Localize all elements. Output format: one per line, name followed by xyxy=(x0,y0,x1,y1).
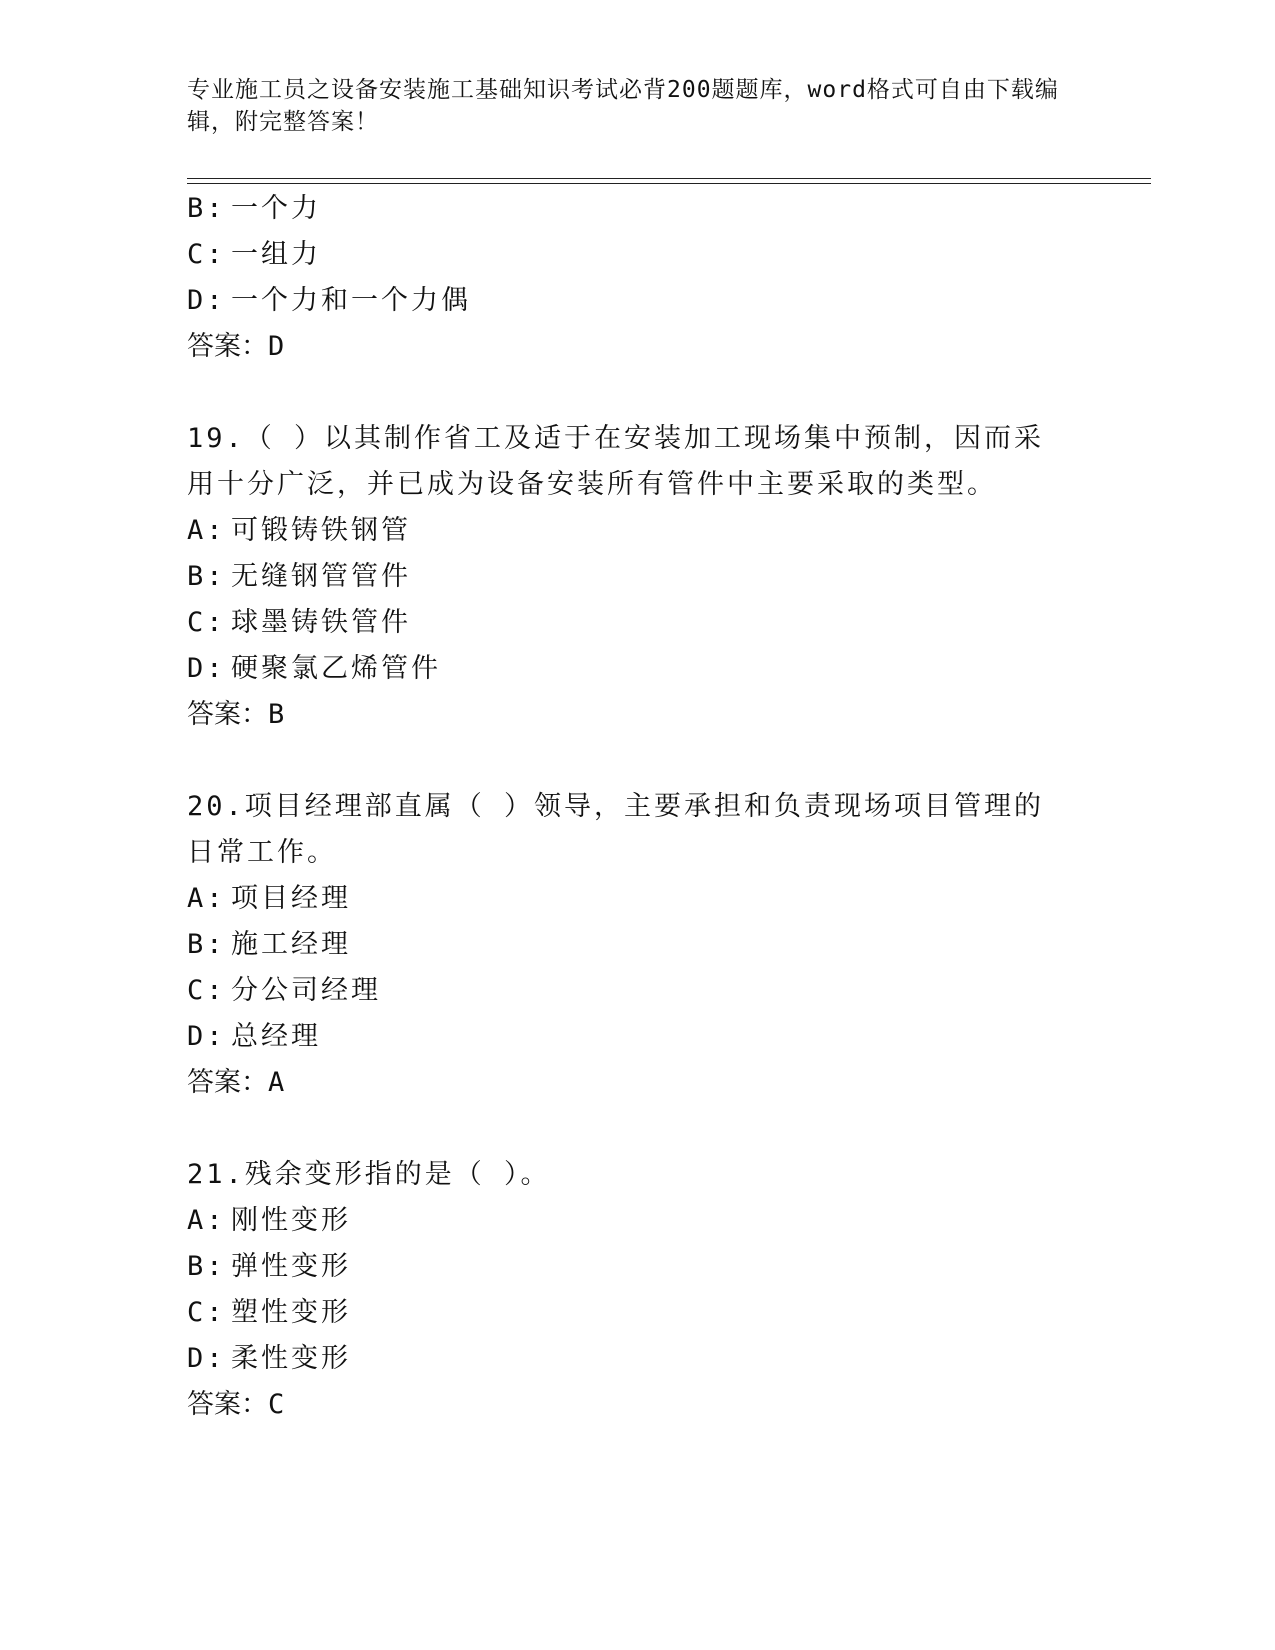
option-label: B: xyxy=(187,1251,226,1282)
option-text: 项目经理 xyxy=(231,883,351,914)
option-text: 刚性变形 xyxy=(231,1205,351,1236)
question-text: 19.（ ）以其制作省工及适于在安装加工现场集中预制，因而采用十分广泛，并已成为设备安装所有管件中主要采取的类型。 xyxy=(187,423,1045,500)
option-b xyxy=(187,922,1067,968)
document-header: 专业施工员之设备安装施工基础知识考试必背200题题库，word格式可自由下载编辑，附完整答案！ xyxy=(187,77,1059,135)
question-text: 21.残余变形指的是（ ）。 xyxy=(187,1159,551,1190)
option-text: 可锻铸铁钢管 xyxy=(231,515,411,546)
option-label: B: xyxy=(187,561,226,592)
option-label: C: xyxy=(187,239,226,270)
option-label: D: xyxy=(187,653,226,684)
option-a xyxy=(187,508,1067,554)
option-a xyxy=(187,876,1067,922)
option-d xyxy=(187,646,1067,692)
question-20 xyxy=(187,784,1067,1106)
option-label: C: xyxy=(187,975,226,1006)
option-text: 一组力 xyxy=(231,239,321,270)
answer-line: 答案：B xyxy=(187,699,285,730)
option-text: 硬聚氯乙烯管件 xyxy=(231,653,441,684)
answer-line: 答案：C xyxy=(187,1389,285,1420)
option-c xyxy=(187,600,1067,646)
question-19 xyxy=(187,416,1067,738)
option-text: 总经理 xyxy=(231,1021,321,1052)
option-label: D: xyxy=(187,1021,226,1052)
option-d xyxy=(187,1014,1067,1060)
option-text: 无缝钢管管件 xyxy=(231,561,411,592)
question-list xyxy=(187,186,1067,1428)
option-text: 一个力和一个力偶 xyxy=(231,285,471,316)
option-text: 柔性变形 xyxy=(231,1343,351,1374)
option-label: A: xyxy=(187,883,226,914)
question-21 xyxy=(187,1152,1067,1428)
spacer xyxy=(187,1106,1067,1152)
header-divider-top xyxy=(187,178,1151,179)
option-text: 一个力 xyxy=(231,193,321,224)
option-text: 分公司经理 xyxy=(231,975,381,1006)
option-label: D: xyxy=(187,285,226,316)
option-label: C: xyxy=(187,607,226,638)
option-text: 塑性变形 xyxy=(231,1297,351,1328)
option-label: B: xyxy=(187,929,226,960)
option-label: D: xyxy=(187,1343,226,1374)
prev-question-block xyxy=(187,186,1067,370)
option-b xyxy=(187,554,1067,600)
answer-line: 答案：D xyxy=(187,331,285,362)
option-a xyxy=(187,1198,1067,1244)
option-b xyxy=(187,1244,1067,1290)
answer-line: 答案：A xyxy=(187,1067,285,1098)
header-divider-bottom xyxy=(187,183,1151,184)
option-label: C: xyxy=(187,1297,226,1328)
option-c xyxy=(187,232,1067,278)
option-b xyxy=(187,186,1067,232)
option-d xyxy=(187,1336,1067,1382)
option-c xyxy=(187,1290,1067,1336)
spacer xyxy=(187,370,1067,416)
spacer xyxy=(187,738,1067,784)
option-text: 弹性变形 xyxy=(231,1251,351,1282)
option-c xyxy=(187,968,1067,1014)
option-text: 球墨铸铁管件 xyxy=(231,607,411,638)
option-label: A: xyxy=(187,1205,226,1236)
option-label: A: xyxy=(187,515,226,546)
question-text: 20.项目经理部直属（ ）领导，主要承担和负责现场项目管理的日常工作。 xyxy=(187,791,1045,868)
option-d xyxy=(187,278,1067,324)
option-text: 施工经理 xyxy=(231,929,351,960)
option-label: B: xyxy=(187,193,226,224)
